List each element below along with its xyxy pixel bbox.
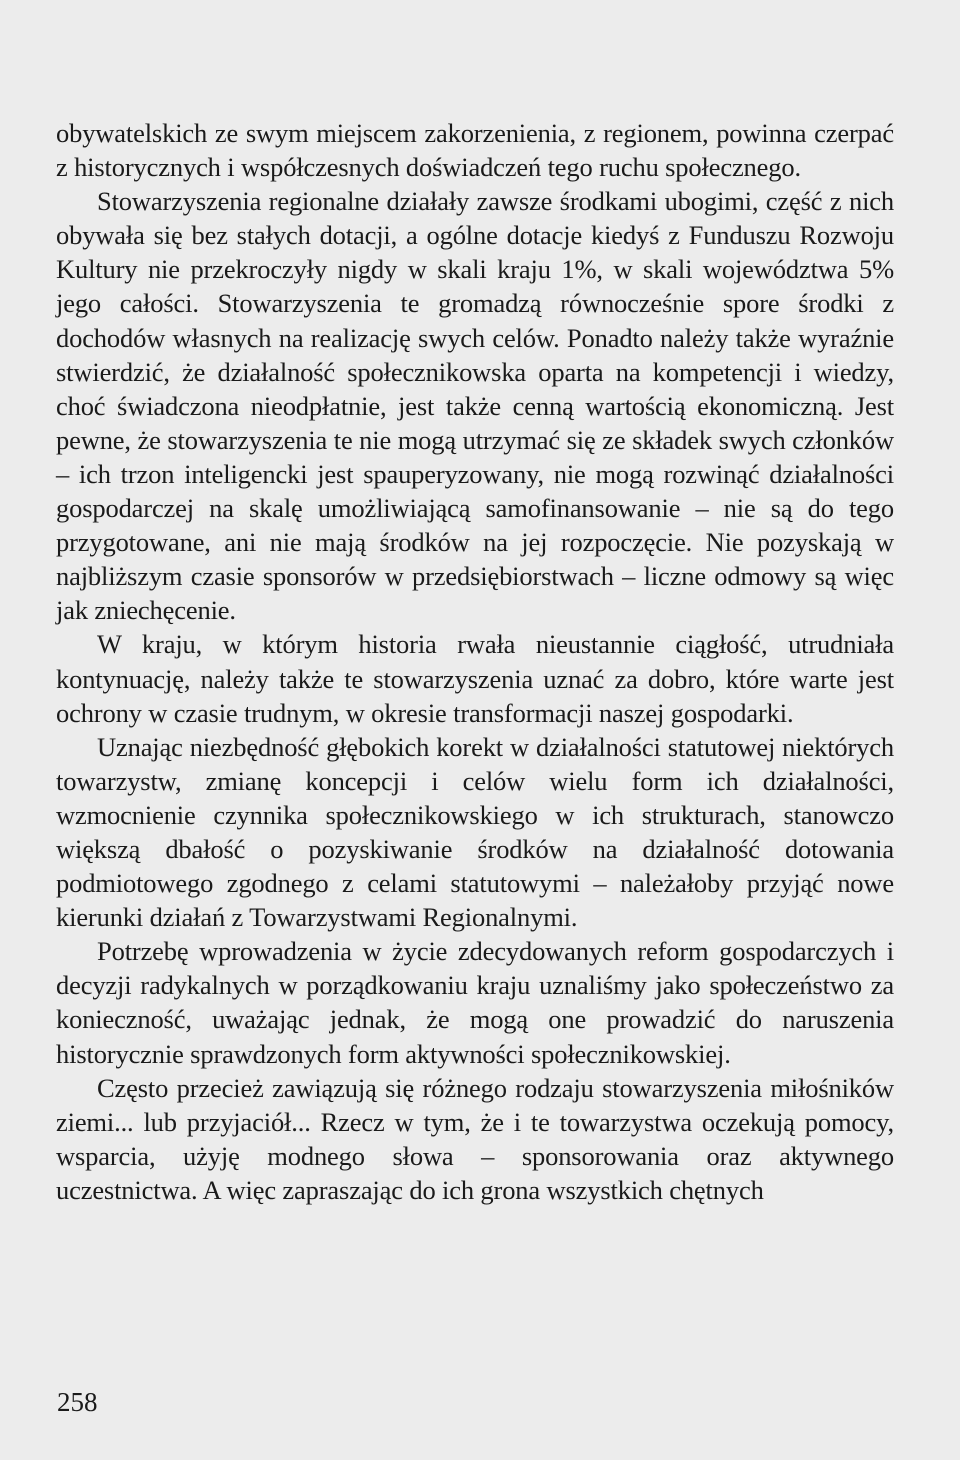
paragraph-3: W kraju, w którym historia rwała nieustannie ciągłość, utrudniała kontynuację, należy także te stowarzyszenia uznać za dobro, które warte jest ochrony w czasie trudnym, w okresie transformacji naszej gospodarki. bbox=[56, 629, 894, 728]
paragraph-5: Potrzebę wprowadzenia w życie zdecydowanych reform gospodarczych i decyzji radykalnych w porządkowaniu kraju uznaliśmy jako społeczeństwo za konieczność, uważając jednak, że mogą one prowadzić do naruszenia historycznie sprawdzonych form aktywności społecznikowskiej. bbox=[56, 936, 894, 1069]
paragraph-4: Uznając niezbędność głębokich korekt w działalności statutowej niektórych towarzystw, zmianę koncepcji i celów wielu form ich działalności, wzmocnienie czynnika społecznikowskiego w ich strukturach, stanowczo większą dbałość o pozyskiwanie środków na działalność dotowania podmiotowego zgodnego z celami statutowymi – należałoby przyjąć nowe kierunki działań z Towarzystwami Regionalnymi. bbox=[56, 731, 894, 933]
paragraph-1: obywatelskich ze swym miejscem zakorzenienia, z regionem, powinna czerpać z historycznych i współczesnych doświadczeń tego ruchu społecznego. bbox=[56, 118, 894, 183]
body-text bbox=[56, 116, 894, 1207]
paragraph-2: Stowarzyszenia regionalne działały zawsze środkami ubogimi, część z nich obywała się bez stałych dotacji, a ogólne dotacje kiedyś z Funduszu Rozwoju Kultury nie przekroczyły nigdy w skali kraju 1%, w skali województwa 5% jego całości. Stowarzyszenia te gromadzą równocześnie spore środki z dochodów własnych na realizację swych celów. Ponadto należy także wyraźnie stwierdzić, że działalność społecznikowska oparta na kompetencji i wiedzy, choć świadczona nieodpłatnie, jest także cenną wartością ekonomiczną. Jest pewne, że stowarzyszenia te nie mogą utrzymać się ze składek swych członków – ich trzon inteligencki jest spauperyzowany, nie mogą rozwinąć działalności gospodarczej na skalę umożliwiającą samofinansowanie – nie są do tego przygotowane, ani nie mają środków na jej rozpoczęcie. Nie pozyskają w najbliższym czasie sponsorów w przedsiębiorstwach – liczne odmowy są więc jak zniechęcenie. bbox=[56, 186, 894, 626]
paragraph-6: Często przecież zawiązują się różnego rodzaju stowarzyszenia miłośników ziemi... lub przyjaciół... Rzecz w tym, że i te towarzystwa oczekują pomocy, wsparcia, użyję modnego słowa – sponsorowania oraz aktywnego uczestnictwa. A więc zapraszając do ich grona wszystkich chętnych bbox=[56, 1072, 894, 1205]
page-number: 258 bbox=[57, 1387, 98, 1417]
